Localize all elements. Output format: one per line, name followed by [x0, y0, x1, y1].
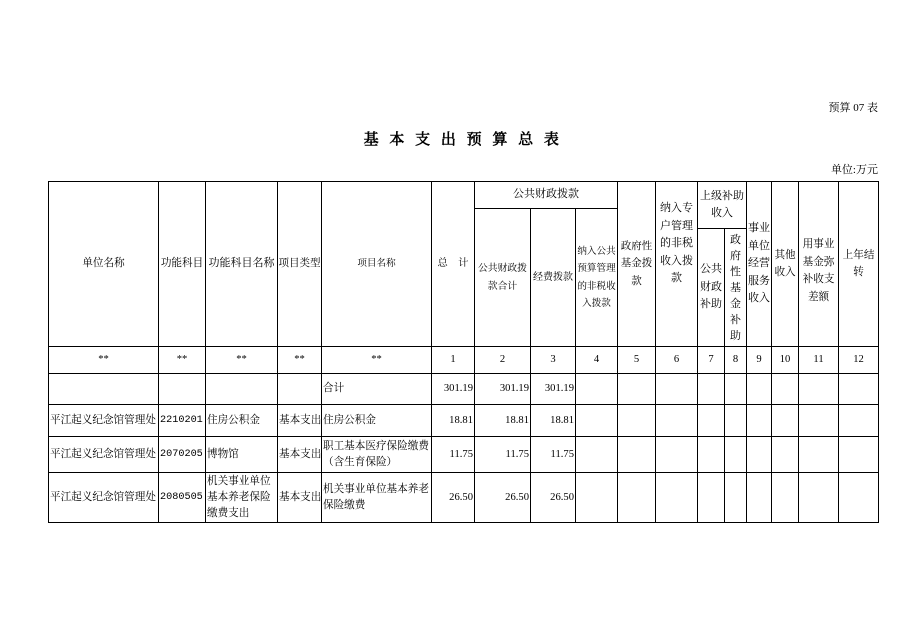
- nontax-special-header-label: 纳入专户管理的非税收入拨款: [660, 202, 693, 285]
- nontax-budget-header-label: 纳入公共预算管理的非税收入拨款: [577, 245, 616, 309]
- project-name-header: 项目名称: [322, 182, 432, 347]
- reserve-fund-cell: [799, 473, 839, 523]
- nontax-budget-cell: [576, 473, 618, 523]
- unit-name-cell: 平江起义纪念馆管理处: [49, 437, 159, 473]
- function-name-cell: 住房公积金: [206, 405, 278, 437]
- reserve-fund-cell: [799, 405, 839, 437]
- table-header: [49, 182, 879, 347]
- other-income-cell: [772, 437, 799, 473]
- budget-table: [48, 181, 879, 523]
- gov-fund-cell: [618, 437, 656, 473]
- unit-name-cell: **: [49, 347, 159, 374]
- public-finance-total-header-label: 公共财政拨款合计: [478, 263, 527, 292]
- function-name-cell: 博物馆: [206, 437, 278, 473]
- other-income-header: [772, 182, 799, 347]
- total-cell: 301.19: [432, 374, 475, 405]
- carryover-header: [839, 182, 879, 347]
- public-finance-subsidy-cell: [698, 473, 725, 523]
- gov-fund-subsidy-cell: [725, 374, 747, 405]
- gov-fund-header: [618, 182, 656, 347]
- page-title: 基 本 支 出 预 算 总 表: [363, 132, 563, 148]
- index-row: [49, 347, 879, 374]
- business-income-cell: [747, 374, 772, 405]
- public-finance-subsidy-cell: 7: [698, 347, 725, 374]
- unit-name-cell: [49, 374, 159, 405]
- project-name-cell: 住房公积金: [322, 405, 432, 437]
- function-name-cell: 机关事业单位基本养老保险缴费支出: [206, 473, 278, 523]
- public-finance-subsidy-cell: [698, 405, 725, 437]
- unit-name-cell: 平江起义纪念馆管理处: [49, 473, 159, 523]
- table-body: [49, 347, 879, 523]
- project-name-cell: 合计: [322, 374, 432, 405]
- public-finance-total-header: [475, 209, 531, 347]
- other-income-cell: 10: [772, 347, 799, 374]
- function-name-cell: **: [206, 347, 278, 374]
- gov-fund-subsidy-cell: [725, 405, 747, 437]
- funding-allocation-cell: 11.75: [531, 437, 576, 473]
- business-income-header: [747, 182, 772, 347]
- unit-name-cell: 平江起义纪念馆管理处: [49, 405, 159, 437]
- unit-name-header: 单位名称: [49, 182, 159, 347]
- funding-allocation-cell: 3: [531, 347, 576, 374]
- public-finance-total-cell: 301.19: [475, 374, 531, 405]
- carryover-cell: [839, 437, 879, 473]
- function-code-cell: **: [159, 347, 206, 374]
- project-type-cell: **: [278, 347, 322, 374]
- nontax-special-cell: [656, 374, 698, 405]
- funding-allocation-cell: 18.81: [531, 405, 576, 437]
- carryover-header-label: 上年结转: [842, 249, 875, 278]
- gov-fund-cell: [618, 374, 656, 405]
- total-cell: 1: [432, 347, 475, 374]
- business-income-cell: [747, 405, 772, 437]
- business-income-cell: 9: [747, 347, 772, 374]
- upper-subsidy-group-header: [698, 182, 747, 229]
- header-row: [49, 182, 879, 209]
- total-cell: 11.75: [432, 437, 475, 473]
- nontax-special-cell: 6: [656, 347, 698, 374]
- public-finance-subsidy-cell: [698, 437, 725, 473]
- function-name-cell: [206, 374, 278, 405]
- public-finance-subsidy-cell: [698, 374, 725, 405]
- public-finance-subsidy-header: [698, 229, 725, 347]
- nontax-budget-cell: [576, 405, 618, 437]
- carryover-cell: [839, 473, 879, 523]
- function-name-header: 功能科目名称: [206, 182, 278, 347]
- business-income-cell: [747, 473, 772, 523]
- nontax-special-cell: [656, 437, 698, 473]
- nontax-budget-cell: [576, 437, 618, 473]
- gov-fund-subsidy-cell: [725, 473, 747, 523]
- public-finance-total-cell: 18.81: [475, 405, 531, 437]
- nontax-special-cell: [656, 405, 698, 437]
- other-income-header-label: 其他收入: [774, 249, 796, 278]
- carryover-cell: [839, 405, 879, 437]
- reserve-fund-header: [799, 182, 839, 347]
- public-finance-total-cell: 2: [475, 347, 531, 374]
- nontax-special-header: [656, 182, 698, 347]
- function-code-cell: [159, 374, 206, 405]
- data-row: [49, 437, 879, 473]
- business-income-cell: [747, 437, 772, 473]
- function-code-cell: 2210201: [159, 405, 206, 437]
- other-income-cell: [772, 405, 799, 437]
- reserve-fund-header-label: 用事业基金弥补收支差额: [802, 239, 835, 303]
- unit-label: 单位:万元: [830, 164, 878, 176]
- gov-fund-subsidy-header-label: 政府性基金补助: [730, 233, 742, 342]
- funding-allocation-cell: 26.50: [531, 473, 576, 523]
- total-cell: 26.50: [432, 473, 475, 523]
- nontax-budget-cell: [576, 374, 618, 405]
- summary-row: [49, 374, 879, 405]
- carryover-cell: [839, 374, 879, 405]
- project-name-cell: 机关事业单位基本养老保险缴费: [322, 473, 432, 523]
- public-finance-total-cell: 26.50: [475, 473, 531, 523]
- gov-fund-subsidy-cell: 8: [725, 347, 747, 374]
- form-number: 预算 07 表: [828, 102, 878, 114]
- funding-allocation-header: 经费拨款: [531, 209, 576, 347]
- other-income-cell: [772, 374, 799, 405]
- project-name-cell: **: [322, 347, 432, 374]
- project-type-cell: 基本支出: [278, 437, 322, 473]
- project-type-cell: 基本支出: [278, 473, 322, 523]
- total-cell: 18.81: [432, 405, 475, 437]
- nontax-special-cell: [656, 473, 698, 523]
- public-finance-total-cell: 11.75: [475, 437, 531, 473]
- project-type-header: 项目类型: [278, 182, 322, 347]
- gov-fund-subsidy-header: [725, 229, 747, 347]
- gov-fund-cell: [618, 473, 656, 523]
- carryover-cell: 12: [839, 347, 879, 374]
- project-name-cell: 职工基本医疗保险缴费（含生育保险）: [322, 437, 432, 473]
- upper-subsidy-group-label: 上级补助收入: [700, 189, 745, 219]
- nontax-budget-cell: 4: [576, 347, 618, 374]
- gov-fund-subsidy-cell: [725, 437, 747, 473]
- nontax-budget-header: [576, 209, 618, 347]
- total-header: 总 计: [432, 182, 475, 347]
- public-finance-group-header: 公共财政拨款: [475, 182, 618, 209]
- project-type-cell: [278, 374, 322, 405]
- gov-fund-cell: [618, 405, 656, 437]
- function-code-cell: 2070205: [159, 437, 206, 473]
- reserve-fund-cell: 11: [799, 347, 839, 374]
- function-code-header: 功能科目: [159, 182, 206, 347]
- business-income-header-label: 事业单位经营服务收入: [748, 222, 771, 305]
- reserve-fund-cell: [799, 374, 839, 405]
- project-type-cell: 基本支出: [278, 405, 322, 437]
- public-finance-subsidy-header-label: 公共财政补助: [700, 263, 722, 311]
- reserve-fund-cell: [799, 437, 839, 473]
- funding-allocation-cell: 301.19: [531, 374, 576, 405]
- gov-fund-header-label: 政府性基金拨款: [620, 240, 653, 287]
- data-row: [49, 405, 879, 437]
- gov-fund-cell: 5: [618, 347, 656, 374]
- function-code-cell: 2080505: [159, 473, 206, 523]
- other-income-cell: [772, 473, 799, 523]
- data-row: [49, 473, 879, 523]
